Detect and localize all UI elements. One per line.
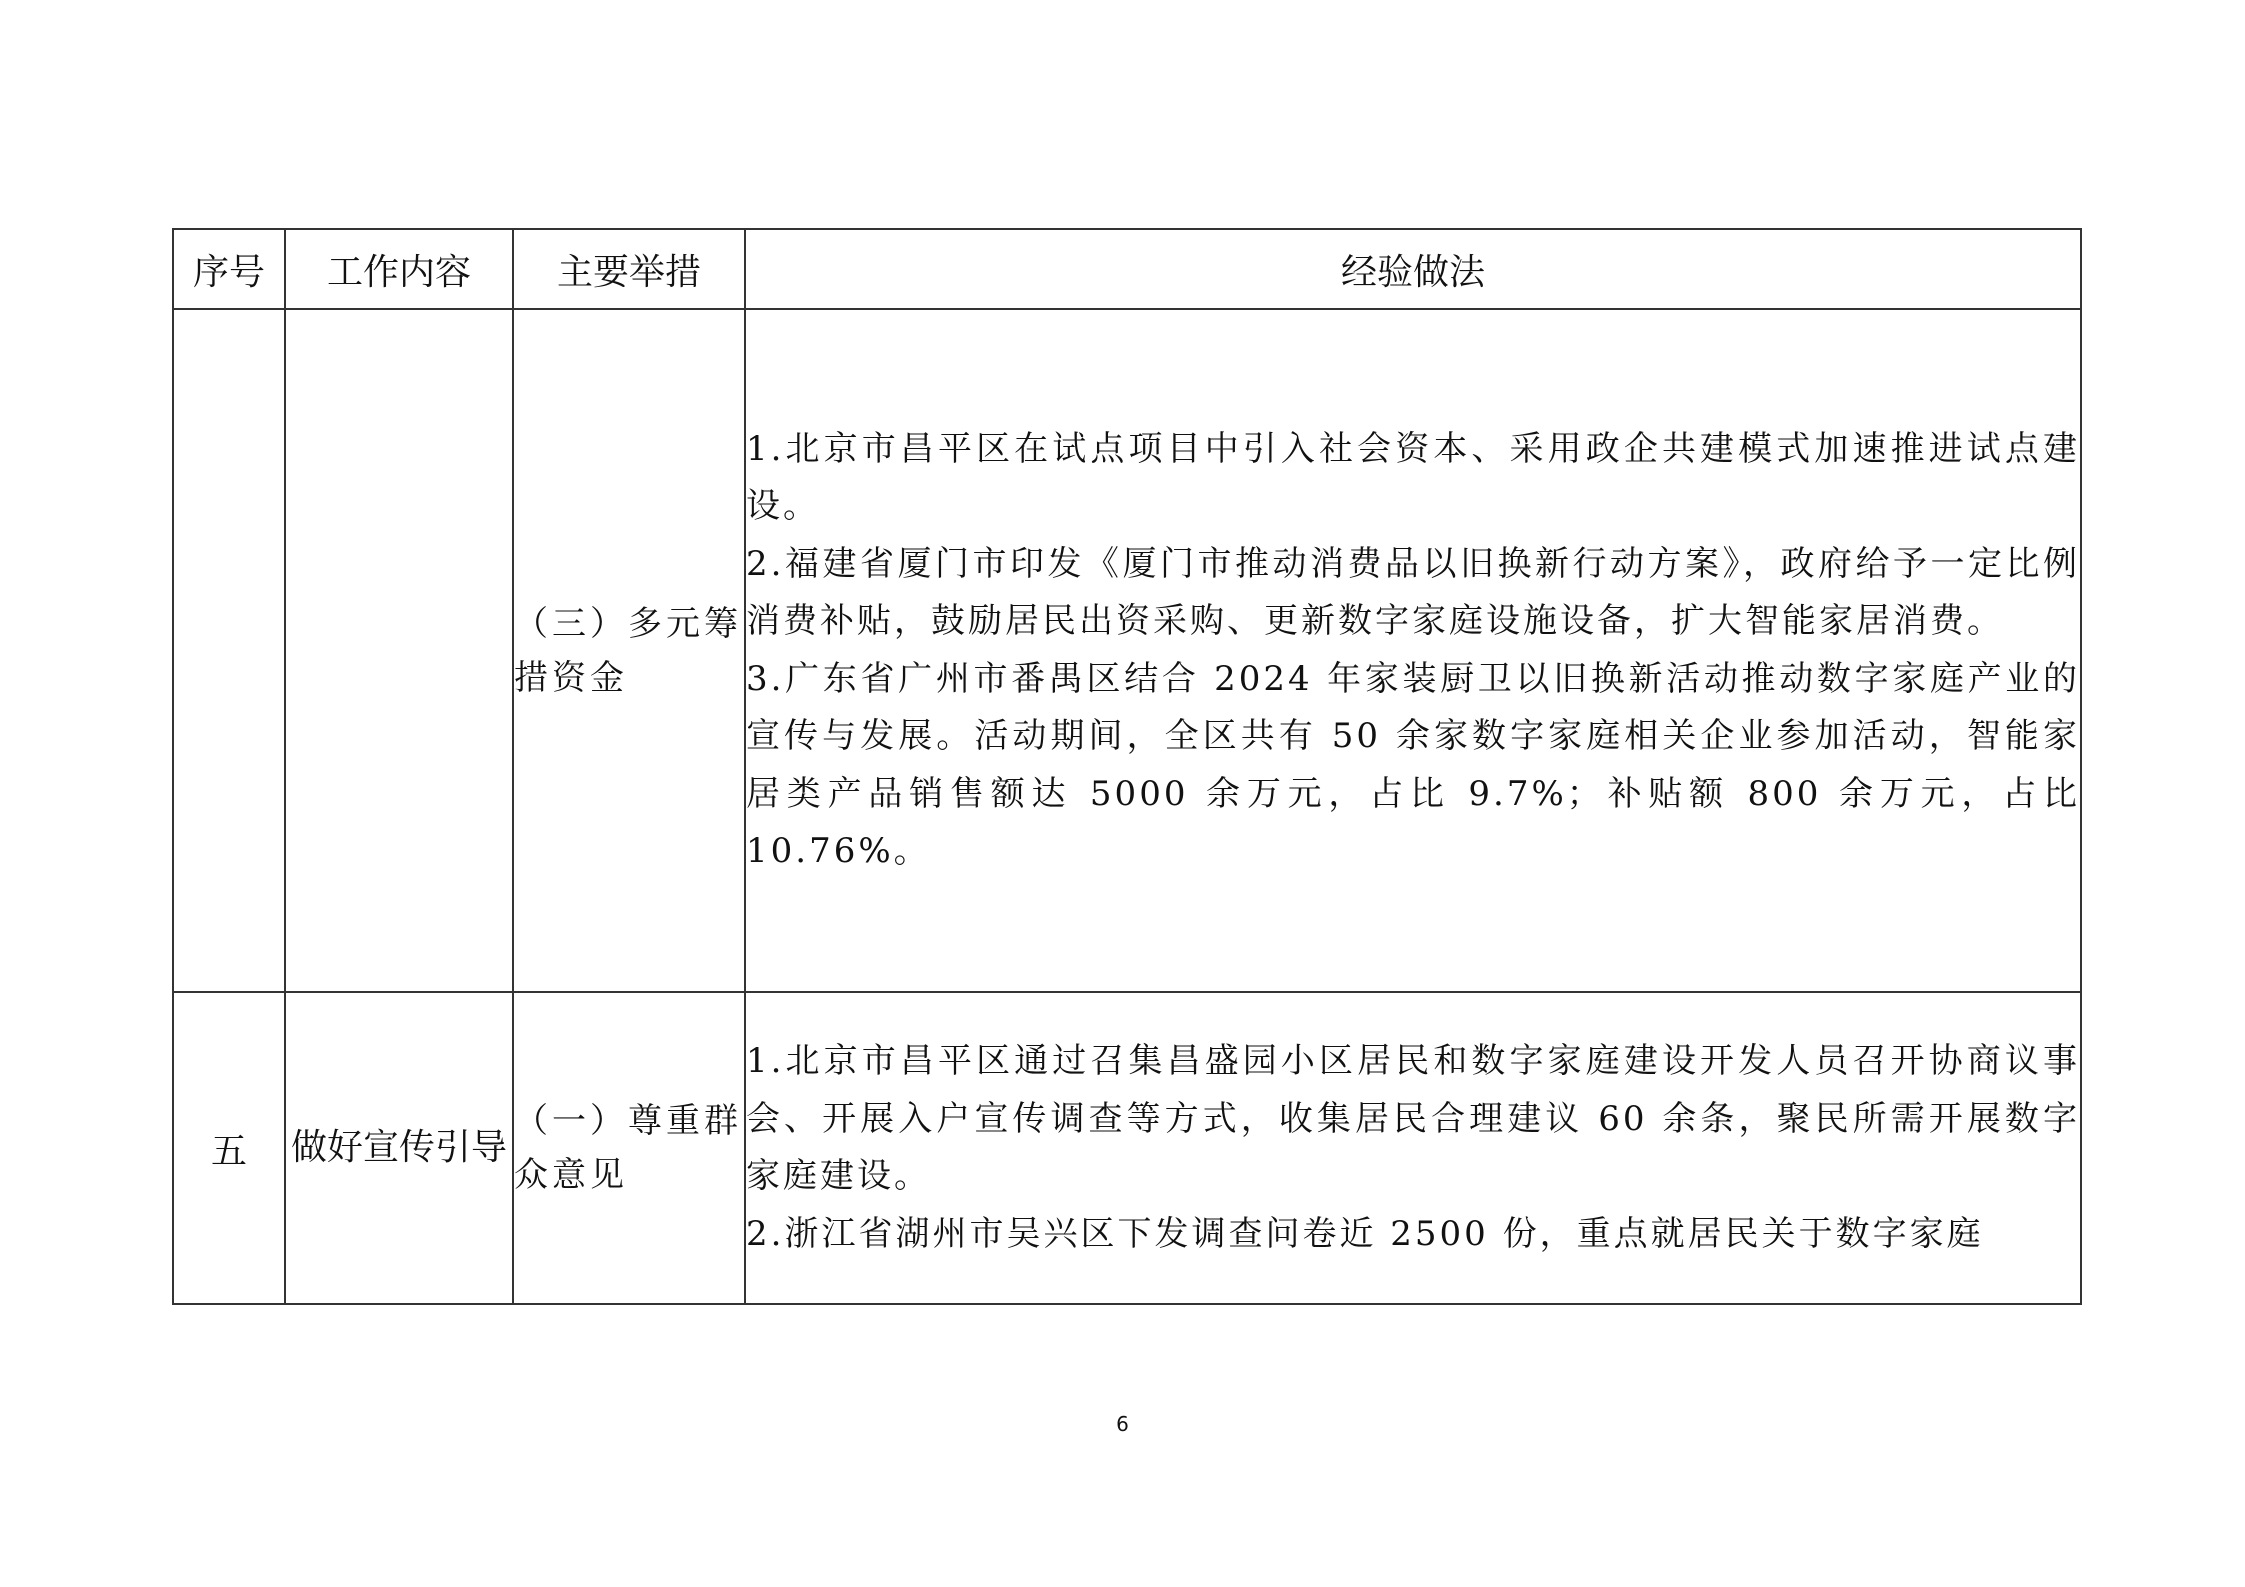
table-row <box>173 992 2081 1304</box>
table-header-row <box>173 229 2081 309</box>
measures-table <box>172 228 2082 1305</box>
table-row <box>173 309 2081 992</box>
experience-item: 1.北京市昌平区在试点项目中引入社会资本、采用政企共建模式加速推进试点建设。 <box>746 428 2080 526</box>
row-experience-practices <box>745 309 2081 992</box>
header-serial-number: 序号 <box>173 229 285 309</box>
header-work-content: 工作内容 <box>285 229 513 309</box>
header-main-measures: 主要举措 <box>513 229 745 309</box>
row-serial-number: 五 <box>173 992 285 1304</box>
row-serial-number <box>173 309 285 992</box>
experience-item: 3.广东省广州市番禺区结合 2024 年家装厨卫以旧换新活动推动数字家庭产业的宣传与发展。活动期间，全区共有 50 余家数字家庭相关企业参加活动，智能家居类产品销售额达 5000 余万元，占比 9.7%；补贴额 800 余万元，占比 10.76%。 <box>746 658 2080 871</box>
row-experience-practices <box>745 992 2081 1304</box>
header-experience-practices: 经验做法 <box>745 229 2081 309</box>
page-number: 6 <box>1116 1412 1129 1436</box>
experience-item: 1.北京市昌平区通过召集昌盛园小区居民和数字家庭建设开发人员召开协商议事会、开展入户宣传调查等方式，收集居民合理建议 60 余条，聚民所需开展数字家庭建设。 <box>746 1041 2080 1196</box>
row-main-measure: （一）尊重群众意见 <box>513 992 745 1304</box>
row-work-content <box>285 309 513 992</box>
row-work-content: 做好宣传引导 <box>285 992 513 1304</box>
experience-item: 2.浙江省湖州市吴兴区下发调查问卷近 2500 份，重点就居民关于数字家庭 <box>746 1213 1984 1254</box>
row-main-measure: （三）多元筹措资金 <box>513 309 745 992</box>
experience-item: 2.福建省厦门市印发《厦门市推动消费品以旧换新行动方案》，政府给予一定比例消费补贴，鼓励居民出资采购、更新数字家庭设施设备，扩大智能家居消费。 <box>746 543 2080 641</box>
